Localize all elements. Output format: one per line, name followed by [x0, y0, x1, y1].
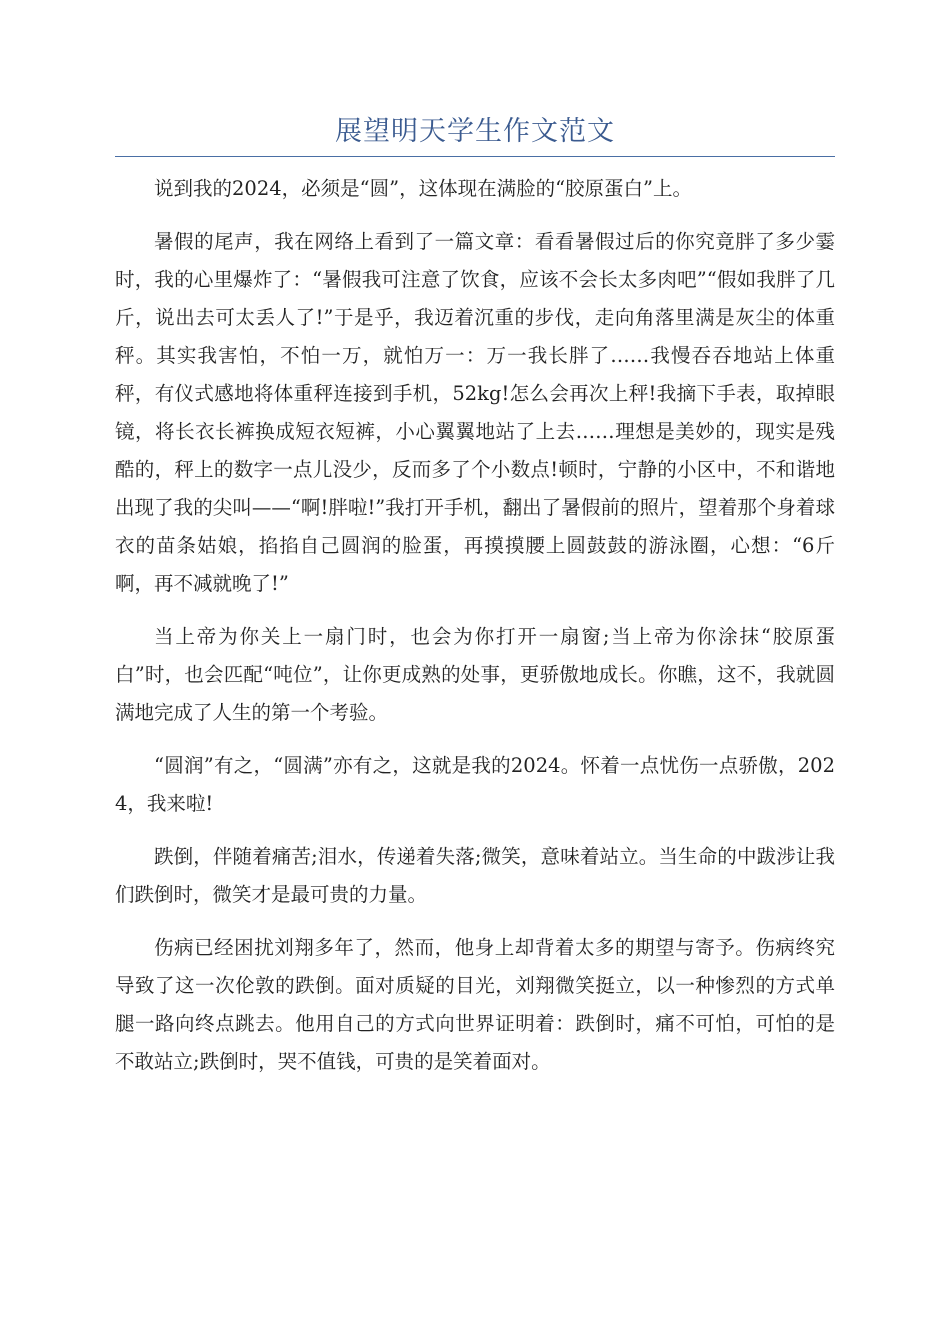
paragraph-2: 暑假的尾声，我在网络上看到了一篇文章：看看暑假过后的你究竟胖了多少霎时，我的心里爆炸了：“暑假我可注意了饮食，应该不会长太多肉吧”“假如我胖了几斤，说出去可太丢人了!”于是乎，我迈着沉重的步伐，走向角落里满是灰尘的体重秤。其实我害怕，不怕一万，就怕万一：万一我长胖了……我慢吞吞地站上体重秤，有仪式感地将体重秤连接到手机，52kg!怎么会再次上秤!我摘下手表，取掉眼镜，将长衣长裤换成短衣短裤，小心翼翼地站了上去……理想是美妙的，现实是残酷的，秤上的数字一点儿没少，反而多了个小数点!顿时，宁静的小区中，不和谐地出现了我的尖叫——“啊!胖啦!”我打开手机，翻出了暑假前的照片，望着那个身着球衣的苗条姑娘，掐掐自己圆润的脸蛋，再摸摸腰上圆鼓鼓的游泳圈，心想：“6斤啊，再不减就晚了!”: [115, 230, 835, 595]
document-title: 展望明天学生作文范文: [335, 116, 615, 147]
paragraph-4: “圆润”有之，“圆满”亦有之，这就是我的2024。怀着一点忧伤一点骄傲，2024，我来啦!: [115, 754, 835, 815]
paragraph-5: 跌倒，伴随着痛苦;泪水，传递着失落;微笑，意味着站立。当生命的中跋涉让我们跌倒时，微笑才是最可贵的力量。: [115, 845, 835, 906]
paragraph-6: 伤病已经困扰刘翔多年了，然而，他身上却背着太多的期望与寄予。伤病终究导致了这一次伦敦的跌倒。面对质疑的目光，刘翔微笑挺立，以一种惨烈的方式单腿一路向终点跳去。他用自己的方式向世界证明着：跌倒时，痛不可怕，可怕的是不敢站立;跌倒时，哭不值钱，可贵的是笑着面对。: [115, 936, 835, 1073]
document-body: [115, 170, 835, 1096]
paragraph-3: 当上帝为你关上一扇门时，也会为你打开一扇窗;当上帝为你涂抹“胶原蛋白”时，也会匹配“吨位”，让你更成熟的处事，更骄傲地成长。你瞧，这不，我就圆满地完成了人生的第一个考验。: [115, 625, 835, 724]
paragraph-1: 说到我的2024，必须是“圆”，这体现在满脸的“胶原蛋白”上。: [154, 177, 693, 200]
title-block: [115, 112, 835, 157]
